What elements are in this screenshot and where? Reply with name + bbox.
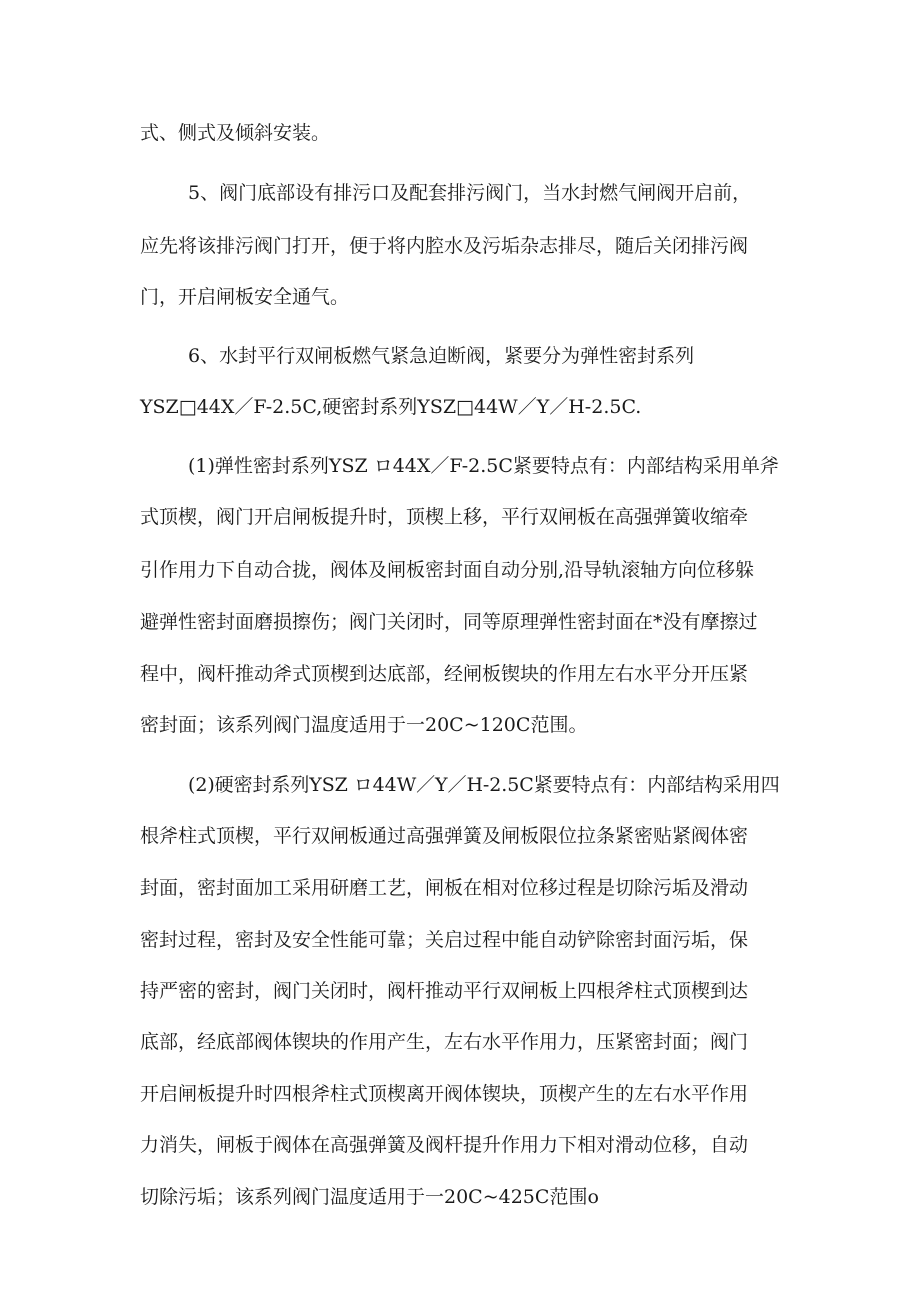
text-line: (2)硬密封系列YSZ ロ44W／Y／H-2.5C紧要特点有：内部结构采用四 (188, 774, 780, 796)
text-line: 力消失，闸板于阀体在高强弹簧及阀杆提升作用力下相对滑动位移，自动 (140, 1134, 749, 1156)
text-line: 应先将该排污阀门打开，便于将内腔水及污垢杂志排尽，随后关闭排污阀 (140, 235, 749, 257)
text-line: 避弹性密封面磨损擦伤；阀门关闭时，同等原理弹性密封面在*没有摩擦过 (140, 611, 758, 633)
text-line: YSZ□44X／F-2.5C,硬密封系列YSZ□44W／Y／H-2.5C. (140, 396, 642, 418)
text-line: 密封面；该系列阀门温度适用于一20C~120C范围。 (140, 714, 588, 736)
text-line: 封面，密封面加工采用研磨工艺，闸板在相对位移过程是切除污垢及滑动 (140, 877, 749, 899)
text-line: 式顶楔，阀门开启闸板提升时，顶楔上移，平行双闸板在高强弹簧收缩牵 (140, 506, 749, 528)
text-line: 切除污垢；该系列阀门温度适用于一20C~425C范围o (140, 1186, 599, 1208)
text-line: 引作用力下自动合拢，阀体及闸板密封面自动分别,沿导轨滚轴方向位移躲 (140, 559, 755, 581)
text-line: 式、侧式及倾斜安装。 (140, 122, 331, 144)
text-line: (1)弹性密封系列YSZ ロ44X／F-2.5C紧要特点有：内部结构采用单斧 (188, 455, 779, 477)
text-line: 程中，阀杆推动斧式顶楔到达底部，经闸板锲块的作用左右水平分开压紧 (140, 663, 749, 685)
text-line: 开启闸板提升时四根斧柱式顶楔离开阀体锲块，顶楔产生的左右水平作用 (140, 1083, 749, 1105)
text-line: 5、阀门底部设有排污口及配套排污阀门，当水封燃气闸阀开启前， (188, 182, 752, 204)
text-line: 底部，经底部阀体锲块的作用产生，左右水平作用力，压紧密封面；阀门 (140, 1031, 749, 1053)
text-line: 持严密的密封，阀门关闭时，阀杆推动平行双闸板上四根斧柱式顶楔到达 (140, 980, 749, 1002)
text-line: 6、水封平行双闸板燃气紧急迫断阀，紧要分为弹性密封系列 (188, 345, 695, 367)
text-line: 门，开启闸板安全通气。 (140, 286, 350, 308)
text-line: 根斧柱式顶楔，平行双闸板通过高强弹簧及闸板限位拉条紧密贴紧阀体密 (140, 825, 749, 847)
text-line: 密封过程，密封及安全性能可靠；关启过程中能自动铲除密封面污垢，保 (140, 929, 749, 951)
